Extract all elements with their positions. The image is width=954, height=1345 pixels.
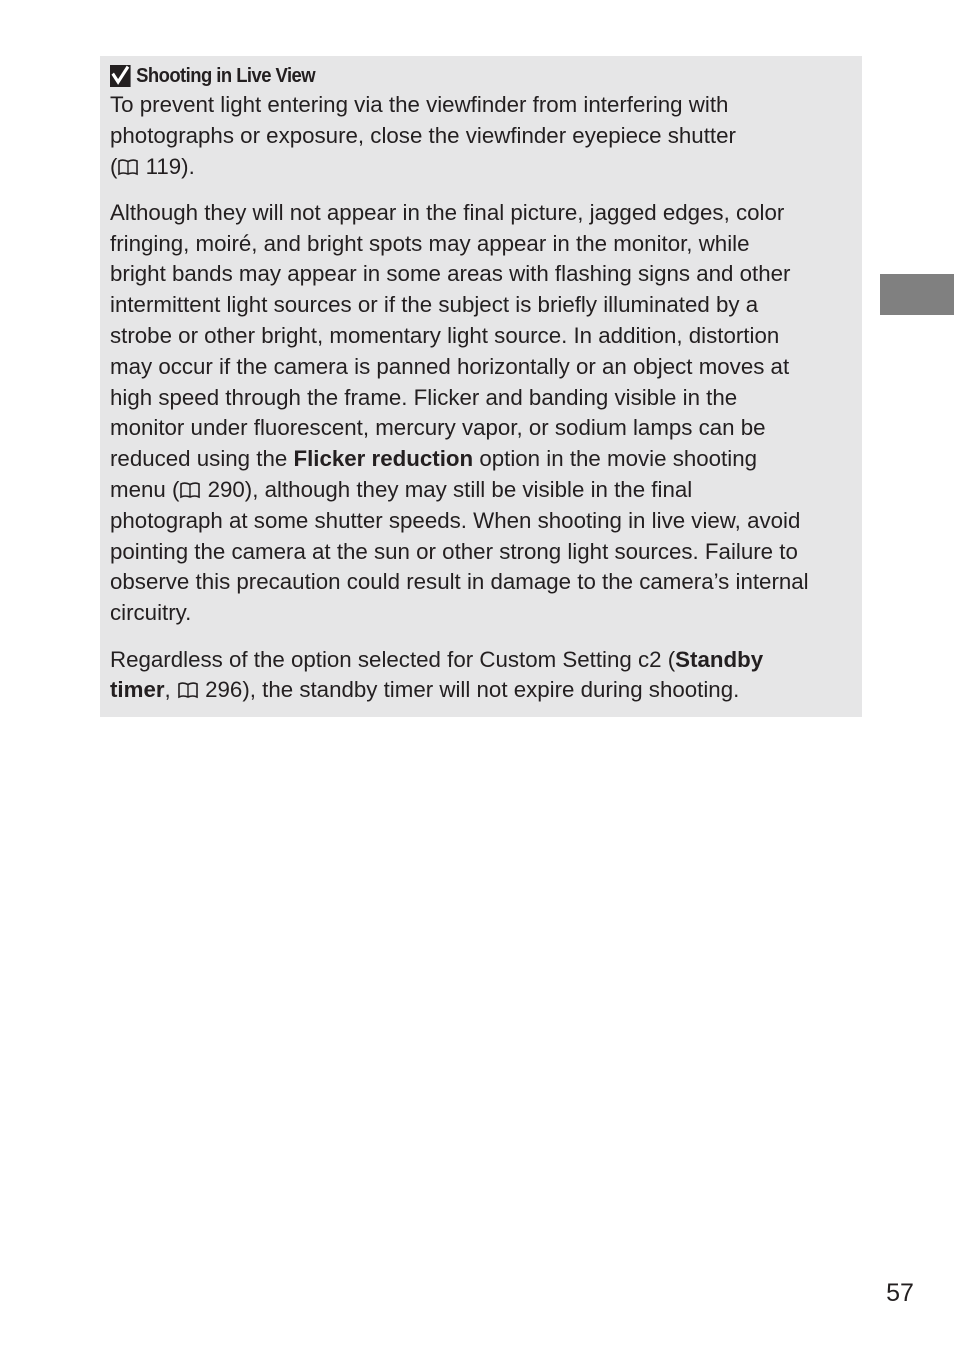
text-line — [110, 645, 854, 676]
setting-name: Standby — [675, 646, 764, 672]
text-fragment: reduced using the — [110, 446, 294, 472]
page-number: 57 — [886, 1279, 914, 1307]
text-line — [110, 152, 854, 183]
book-icon — [179, 481, 201, 499]
text-line: photograph at some shutter speeds. When shooting in live view, avoid — [110, 507, 801, 533]
text-line: pointing the camera at the sun or other strong light sources. Failure to — [110, 538, 798, 564]
caution-note — [100, 56, 862, 717]
text-line — [110, 475, 854, 506]
setting-name: timer — [110, 677, 165, 703]
menu-item-name: Flicker reduction — [293, 446, 474, 472]
text-line: monitor under fluorescent, mercury vapor, or sodium lamps can be — [110, 415, 766, 441]
text-line: circuitry. — [110, 600, 192, 626]
book-icon — [117, 158, 139, 176]
page-reference: 119). — [139, 153, 195, 179]
text-line: fringing, moiré, and bright spots may appear in the monitor, while — [110, 230, 750, 256]
paragraph-eyepiece — [110, 90, 854, 182]
text-fragment: Regardless of the option selected for Custom Setting c2 ( — [110, 646, 676, 672]
text-line: high speed through the frame. Flicker and banding visible in the — [110, 384, 738, 410]
text-line: intermittent light sources or if the subject is briefly illuminated by a — [110, 292, 759, 318]
text-line — [110, 444, 854, 475]
note-heading — [110, 62, 780, 90]
text-fragment: option in the movie shooting — [473, 446, 757, 472]
text-fragment: , — [164, 677, 177, 703]
paragraph-standby — [110, 645, 854, 707]
paragraph-artifacts — [110, 198, 854, 629]
page-reference: 290), although they may still be visible in the final — [201, 477, 693, 503]
text-line: photographs or exposure, close the viewfinder eyepiece shutter — [110, 122, 736, 148]
note-title: Shooting in Live View — [136, 64, 316, 87]
text-line — [110, 675, 854, 706]
text-line: bright bands may appear in some areas with flashing signs and other — [110, 261, 791, 287]
page-reference: 296), the standby timer will not expire during shooting. — [198, 677, 740, 703]
text-line: strobe or other bright, momentary light source. In addition, distortion — [110, 323, 780, 349]
book-icon — [177, 681, 199, 699]
chapter-tab — [880, 274, 954, 315]
text-line: may occur if the camera is panned horizontally or an object moves at — [110, 353, 790, 379]
text-fragment: menu ( — [110, 477, 180, 503]
text-fragment: ( — [110, 153, 118, 179]
text-line: observe this precaution could result in damage to the camera’s internal — [110, 569, 809, 595]
check-box-icon — [110, 65, 131, 87]
text-line: To prevent light entering via the viewfinder from interfering with — [110, 92, 729, 117]
text-line: Although they will not appear in the final picture, jagged edges, color — [110, 199, 785, 225]
